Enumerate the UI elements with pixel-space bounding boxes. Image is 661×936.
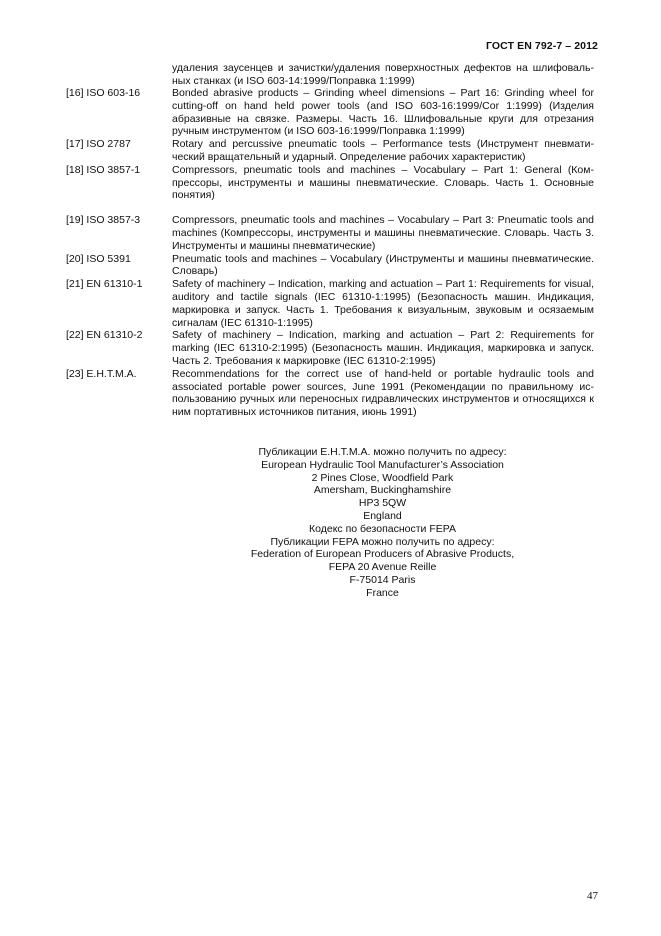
reference-item [66,164,594,202]
reference-text: Compressors, pneumatic tools and machines – Vocabulary – Part 1: General (Компрессоры, инструменты и машины пневматические. Словарь. Часть 1. Основные понятия) [172,163,594,202]
reference-item [66,368,594,419]
address-line: HP3 5QW [358,497,407,510]
reference-continuation: удаления заусенцев и зачистки/удаления поверхностных дефектов на шлифовальных станках (и ISO 603-14:1999/Поправка 1:1999) [172,62,594,87]
reference-text: Pneumatic tools and machines – Vocabulary (Инструменты и машины пневматические. Словарь) [172,252,594,278]
reference-text: Recommendations for the correct use of hand-held or portable hydraulic tools and associated portable power sources, June 1991 (Рекомендации по правильному использованию ручных или переносных гидравлических инструментов и относящихся к ним портативных источников питания, июнь 1991) [172,367,594,419]
publication-address-block [0,446,661,600]
page-number: 47 [587,890,598,902]
address-line: England [363,509,402,522]
document-header: ГОСТ EN 792-7 – 2012 [485,40,598,52]
address-line: F-75014 Paris [349,573,416,586]
address-line: European Hydraulic Tool Manufacturer’s Association [261,458,504,471]
bibliography-list [66,87,594,419]
address-line: 2 Pines Close, Woodfield Park [311,471,454,484]
reference-item [66,278,594,329]
reference-text: Safety of machinery – Indication, marking and actuation – Part 1: Requirements for visual, auditory and tactile signals (IEC 61310-1:1995) (Безопасность машин. Индикация, маркировка и запуск. Часть 1. Требования к визуальным, звуковым и осязаемым сигналам (IEC 61310-1:1995) [172,278,594,329]
address-line: FEPA 20 Avenue Reille [328,561,437,574]
reference-code: [20] ISO 5391 [66,252,131,265]
address-line: France [366,586,399,599]
reference-code: [23] E.H.T.M.A. [66,367,137,380]
address-line: Кодекс по безопасности FEPA [309,522,456,535]
address-line: Federation of European Producers of Abrasive Products, [250,548,515,561]
reference-code: [21] EN 61310-1 [66,278,143,291]
reference-text: Bonded abrasive products – Grinding wheel dimensions – Part 16: Grinding wheel for cutting-off on hand held power tools (and ISO 603-16:1999/Cor 1:1999) (Изделия абразивные на связке. Размеры. Часть 16. Шлифовальные круги для отрезания ручным инструментом (и ISO 603-16:1999/Поправка 1:1999) [172,87,594,138]
reference-code: [16] ISO 603-16 [66,87,141,99]
reference-text: Rotary and percussive pneumatic tools – Performance tests (Инструмент пневматический вращательный и ударный. Определение рабочих характеристик) [172,138,594,163]
reference-item [66,87,594,138]
reference-code: [19] ISO 3857-3 [66,214,141,227]
address-line: Amersham, Buckinghamshire [313,484,452,497]
reference-item [66,214,594,252]
address-line: Публикации E.H.T.M.A. можно получить по адресу: [258,446,507,458]
reference-item [66,329,594,367]
reference-text: Compressors, pneumatic tools and machines – Vocabulary – Part 3: Pneumatic tools and machines (Компрессоры, инструменты и машины пневматические. Словарь. Часть 3. Инструменты и машины пневматические) [172,214,594,252]
reference-item [66,253,594,279]
reference-code: [22] EN 61310-2 [66,329,143,342]
spacer [66,202,594,214]
reference-code: [17] ISO 2787 [66,138,131,151]
reference-item [66,138,594,164]
address-line: Публикации FEPA можно получить по адресу: [270,535,495,548]
reference-text: Safety of machinery – Indication, marking and actuation – Part 2: Requirements for marking (IEC 61310-2:1995) (Безопасность машин. Индикация, маркировка и запуск. Часть 2. Требования к маркировке (IEC 61310-2:1995) [172,329,594,367]
reference-code: [18] ISO 3857-1 [66,163,141,176]
